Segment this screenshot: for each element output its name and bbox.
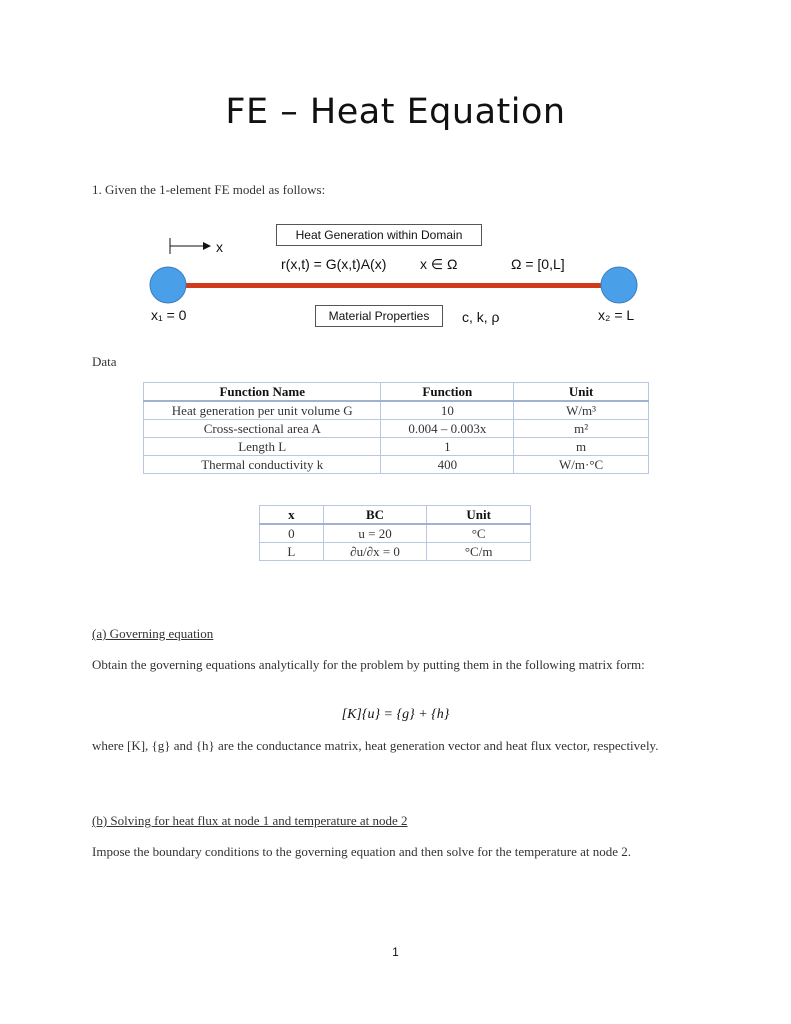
table-cell: W/m·°C xyxy=(514,456,649,474)
page-number: 1 xyxy=(392,945,399,959)
function-table xyxy=(143,382,649,474)
section-a-where-text: where [K], {g} and {h} are the conductance matrix, heat generation vector and heat flux vector, respectively. xyxy=(92,738,659,753)
table-cell: 0.004 – 0.003x xyxy=(381,420,514,438)
table-cell: Cross-sectional area A xyxy=(144,420,381,438)
governing-equation: [K]{u} = {g} + {h} xyxy=(341,707,450,722)
table-header: Function Name xyxy=(144,383,381,402)
node-2-label: x₂ = L xyxy=(598,307,635,323)
page-title: FE – Heat Equation xyxy=(225,92,566,132)
table-cell: L xyxy=(260,543,324,561)
table-cell: W/m³ xyxy=(514,401,649,420)
table-header-row xyxy=(144,383,649,402)
table-cell: 0 xyxy=(260,524,324,543)
section-b-heading: (b) Solving for heat flux at node 1 and temperature at node 2 xyxy=(92,813,408,828)
table-header: Unit xyxy=(427,506,531,525)
section-a-heading: (a) Governing equation xyxy=(92,626,214,641)
table-cell: 1 xyxy=(381,438,514,456)
table-header-row xyxy=(260,506,531,525)
axis-label: x xyxy=(216,239,223,255)
table-cell: Heat generation per unit volume G xyxy=(144,401,381,420)
table-row xyxy=(144,456,649,474)
data-label: Data xyxy=(92,354,117,369)
node-2 xyxy=(601,267,637,303)
material-properties-box xyxy=(315,305,443,327)
table-row xyxy=(144,420,649,438)
table-row xyxy=(260,543,531,561)
table-header: x xyxy=(260,506,324,525)
section-b-text: Impose the boundary conditions to the governing equation and then solve for the temperature at node 2. xyxy=(92,844,631,859)
heat-formula: r(x,t) = G(x,t)A(x) xyxy=(281,256,387,272)
table-header: BC xyxy=(323,506,427,525)
table-cell: Thermal conductivity k xyxy=(144,456,381,474)
intro-text: 1. Given the 1-element FE model as follows: xyxy=(92,182,326,197)
boundary-condition-table xyxy=(259,505,531,561)
x-axis-arrowhead xyxy=(203,242,211,250)
table-header: Function xyxy=(381,383,514,402)
material-properties-label: Material Properties xyxy=(328,309,430,323)
table-row xyxy=(260,524,531,543)
diagram-graphics xyxy=(0,0,791,340)
domain-membership: x ∈ Ω xyxy=(420,256,458,272)
domain-definition: Ω = [0,L] xyxy=(511,256,565,272)
table-cell: ∂u/∂x = 0 xyxy=(323,543,427,561)
table-cell: Length L xyxy=(144,438,381,456)
material-props: c, k, ρ xyxy=(462,309,500,325)
heat-generation-box xyxy=(276,224,482,246)
table-row xyxy=(144,438,649,456)
table-cell: °C/m xyxy=(427,543,531,561)
section-a-text: Obtain the governing equations analytically for the problem by putting them in the following matrix form: xyxy=(92,657,645,672)
table-cell: u = 20 xyxy=(323,524,427,543)
table-header: Unit xyxy=(514,383,649,402)
fe-model-diagram xyxy=(0,0,791,340)
table-cell: °C xyxy=(427,524,531,543)
table-cell: m² xyxy=(514,420,649,438)
table-row xyxy=(144,401,649,420)
heat-generation-label: Heat Generation within Domain xyxy=(295,228,463,242)
table-cell: m xyxy=(514,438,649,456)
rod-element xyxy=(186,283,603,288)
table-cell: 10 xyxy=(381,401,514,420)
table-cell: 400 xyxy=(381,456,514,474)
node-1-label: x₁ = 0 xyxy=(151,307,187,323)
node-1 xyxy=(150,267,186,303)
